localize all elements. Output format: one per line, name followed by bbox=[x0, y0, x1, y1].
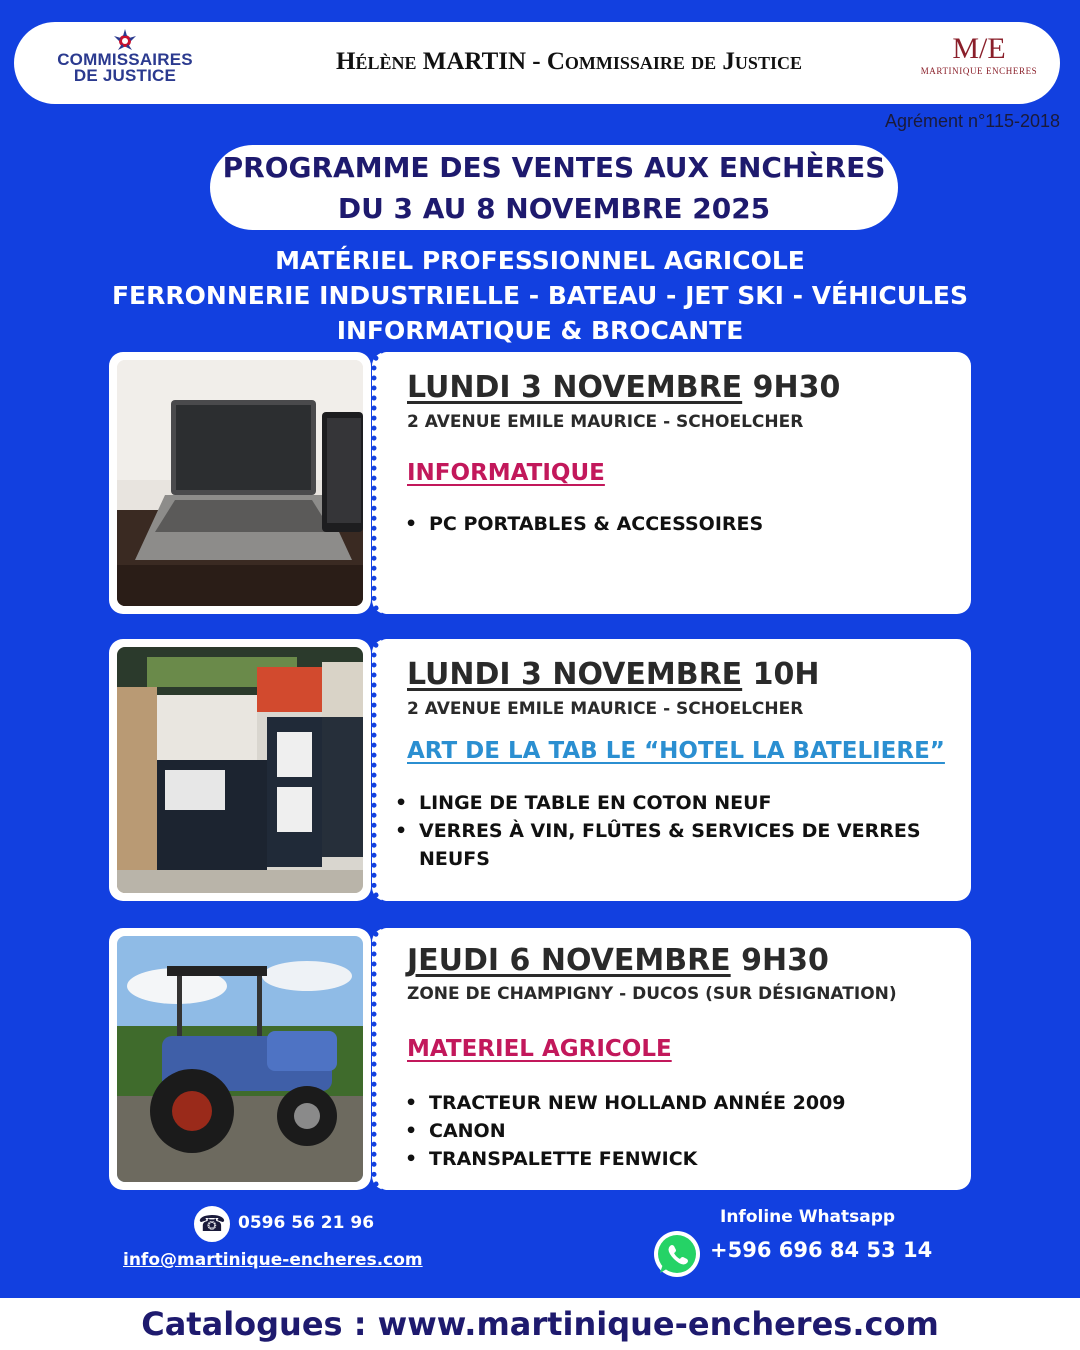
phone-number[interactable]: 0596 56 21 96 bbox=[238, 1213, 375, 1233]
event-time: 9H30 bbox=[752, 370, 841, 405]
list-item: • TRACTEUR NEW HOLLAND ANNÉE 2009 bbox=[417, 1089, 846, 1117]
event-details bbox=[372, 639, 971, 901]
program-title-line-2: DU 3 AU 8 NOVEMBRE 2025 bbox=[337, 192, 771, 225]
whatsapp-icon[interactable] bbox=[652, 1229, 702, 1279]
martinique-encheres-logo bbox=[909, 32, 1049, 96]
event-photo-frame bbox=[109, 352, 371, 614]
event-card-1 bbox=[109, 352, 971, 614]
event-details bbox=[372, 928, 971, 1190]
event-category: INFORMATIQUE bbox=[407, 460, 605, 486]
event-address: 2 AVENUE EMILE MAURICE - SCHOELCHER bbox=[407, 412, 804, 432]
catalogues-banner[interactable]: Catalogues : www.martinique-encheres.com bbox=[0, 1298, 1080, 1350]
category-line-2: FERRONNERIE INDUSTRIELLE - BATEAU - JET SKI - VÉHICULES bbox=[111, 281, 969, 310]
event-category: MATERIEL AGRICOLE bbox=[407, 1036, 672, 1062]
event-day: JEUDI 6 NOVEMBRE bbox=[407, 943, 731, 978]
list-item: • TRANSPALETTE FENWICK bbox=[417, 1145, 846, 1173]
event-card-3 bbox=[109, 928, 971, 1190]
event-address: ZONE DE CHAMPIGNY - DUCOS (SUR DÉSIGNATION) bbox=[407, 984, 897, 1004]
program-title-line-1: PROGRAMME DES VENTES AUX ENCHÈRES bbox=[222, 151, 886, 184]
program-title bbox=[210, 145, 898, 230]
phone-icon: ☎ bbox=[192, 1204, 232, 1244]
marianne-star-icon bbox=[111, 28, 139, 52]
header-title: Hélène MARTIN - Commissaire de Justice bbox=[336, 48, 802, 75]
commissaires-de-justice-logo bbox=[50, 28, 200, 98]
event-time: 10H bbox=[752, 657, 820, 692]
header-bar bbox=[14, 22, 1060, 104]
agrement-number: Agrément n°115-2018 bbox=[885, 111, 1060, 131]
laptop-photo bbox=[117, 360, 363, 606]
whatsapp-number[interactable]: +596 696 84 53 14 bbox=[710, 1238, 933, 1262]
me-monogram: M/E bbox=[952, 32, 1006, 65]
category-line-1: MATÉRIEL PROFESSIONNEL AGRICOLE bbox=[275, 246, 805, 275]
event-photo-frame bbox=[109, 928, 371, 1190]
glassware-boxes-photo bbox=[117, 647, 363, 893]
list-item: • PC PORTABLES & ACCESSOIRES bbox=[417, 510, 763, 538]
list-item: • CANON bbox=[417, 1117, 846, 1145]
event-day: LUNDI 3 NOVEMBRE bbox=[407, 657, 743, 692]
event-items bbox=[417, 1089, 846, 1173]
event-date bbox=[407, 943, 829, 978]
whatsapp-label: Infoline Whatsapp bbox=[720, 1207, 896, 1227]
logo-text-line-2: DE JUSTICE bbox=[73, 66, 177, 85]
email-link[interactable]: info@martinique-encheres.com bbox=[123, 1250, 423, 1270]
event-items bbox=[417, 510, 763, 538]
logo-text-line-1: COMMISSAIRES bbox=[57, 50, 193, 69]
category-line-3: INFORMATIQUE & BROCANTE bbox=[336, 316, 744, 345]
event-date bbox=[407, 657, 819, 692]
event-items bbox=[407, 789, 952, 873]
event-address: 2 AVENUE EMILE MAURICE - SCHOELCHER bbox=[407, 699, 804, 719]
event-photo-frame bbox=[109, 639, 371, 901]
event-day: LUNDI 3 NOVEMBRE bbox=[407, 370, 743, 405]
category-list bbox=[0, 243, 1080, 348]
list-item: • VERRES À VIN, FLÛTES & SERVICES DE VERRES NEUFS bbox=[407, 817, 952, 873]
event-time: 9H30 bbox=[741, 943, 829, 978]
event-category: ART DE LA TAB LE “HOTEL LA BATELIERE” bbox=[407, 738, 945, 764]
event-date bbox=[407, 370, 840, 405]
list-item: • LINGE DE TABLE EN COTON NEUF bbox=[407, 789, 952, 817]
me-logo-text: MARTINIQUE ENCHERES bbox=[920, 66, 1038, 76]
event-details bbox=[372, 352, 971, 614]
event-card-2 bbox=[109, 639, 971, 901]
tractor-photo bbox=[117, 936, 363, 1182]
